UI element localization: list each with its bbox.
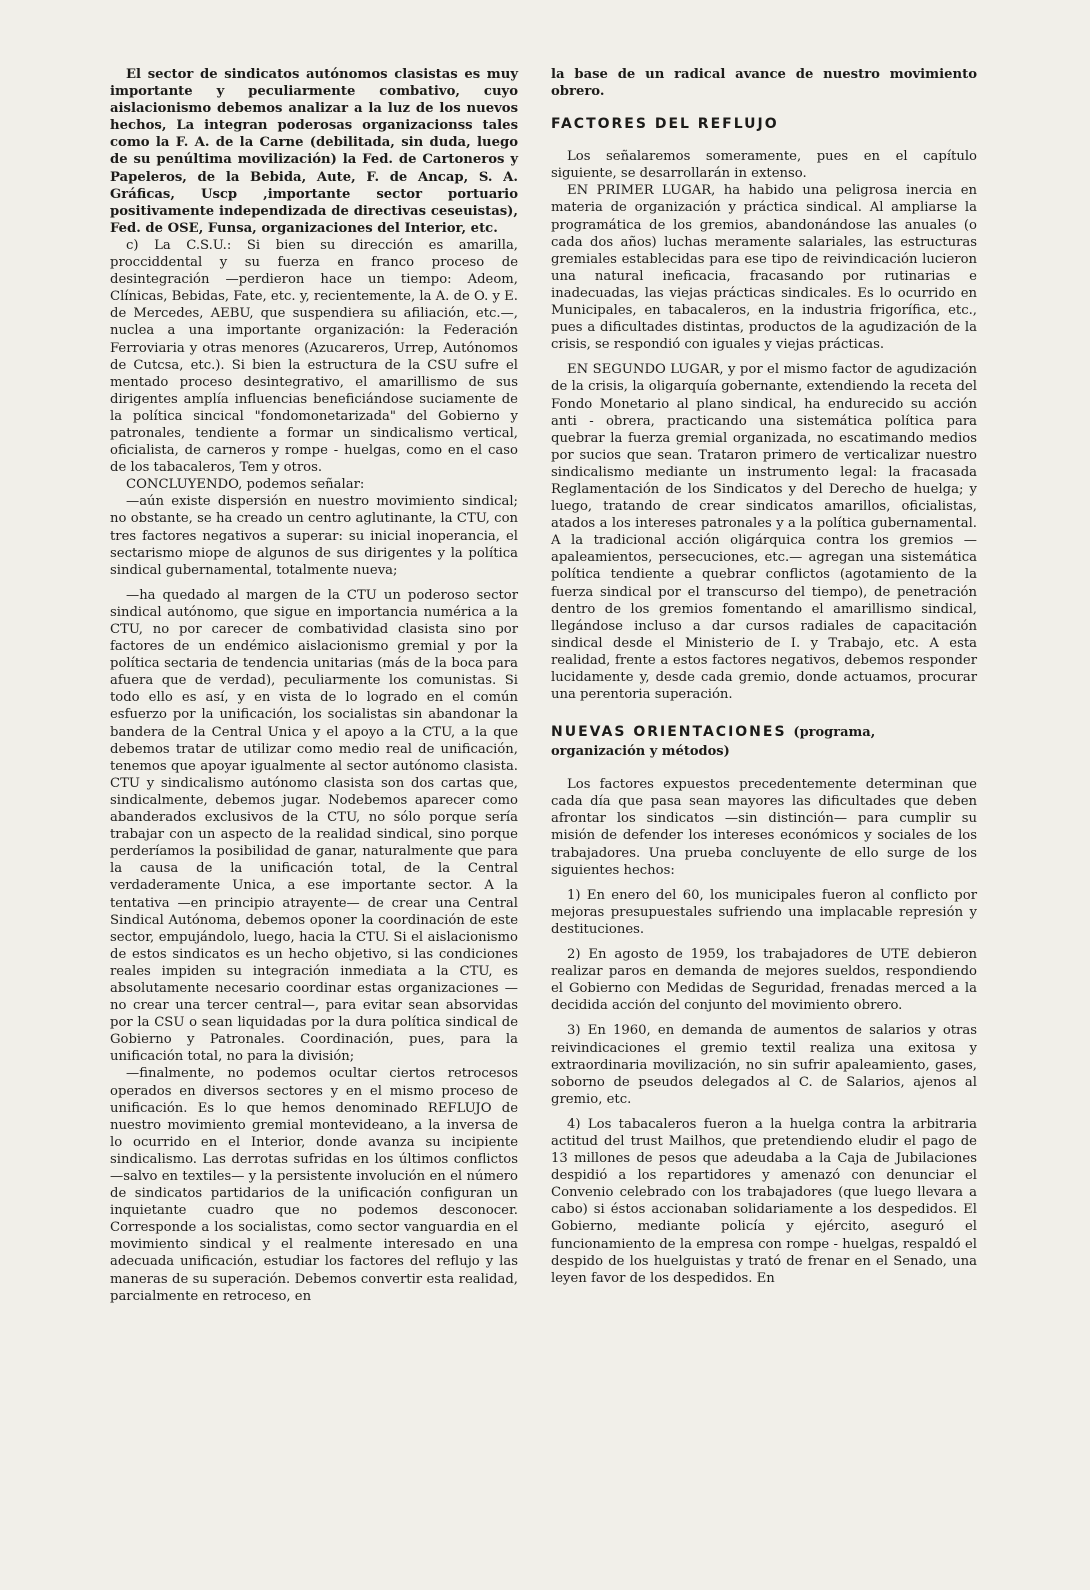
heading-subtitle: (programa,: [793, 725, 876, 741]
right-column: [551, 66, 977, 1287]
section-heading: [551, 723, 977, 761]
left-column: [110, 66, 518, 1305]
paragraph: Los señalaremos someramente, pues en el capítulo siguiente, se desarrollarán in extenso.: [551, 149, 977, 182]
section-heading: FACTORES DEL REFLUJO: [551, 116, 779, 133]
list-item: 1) En enero del 60, los municipales fueron al conflicto por mejoras presupuestales sufriendo una implacable represión y destituciones.: [551, 887, 977, 937]
heading-main: NUEVAS ORIENTACIONES: [551, 724, 787, 741]
paragraph: —ha quedado al margen de la CTU un poderoso sector sindical autónomo, que sigue en importancia numérica a la CTU, no por carecer de combatividad clasista sino por factores de un endémico aislacionismo gremial y por la política sectaria de tendencia unitarias (más de la boca para afuera que de verdad), peculiarmente los comunistas. Si todo ello es así, y en vista de lo logrado en el común esfuerzo por la unificación, los socialistas sin abandonar la bandera de la Central Unica y el apoyo a la CTU, a la que debemos tratar de utilizar como medio real de unificación, tenemos que apoyar igualmente al sector autónomo clasista. CTU y sindicalismo autónomo clasista son dos cartas que, sindicalmente, debemos jugar. Nodebemos aparecer como abanderados exclusivos de la CTU, no sólo porque sería trabajar con un aspecto de la realidad sindical, sino porque perderíamos la posibilidad de ganar, naturalmente que para la causa de la unificación total, de la Central verdaderamente Unica, a ese importante sector. A la tentativa —en principio atrayente— de crear una Central Sindical Autónoma, debemos oponer la coordinación de este sector, empujándolo, luego, hacia la CTU. Si el aislacionismo de estos sindicatos es un hecho objetivo, si las condiciones reales impiden su integración inmediata a la CTU, es absolutamente necesario coordinar estas organizaciones —no crear una tercer central—, para evitar sean absorvidas por la CSU o sean liquidadas por la dura política sindical de Gobierno y Patronales. Coordinación, pues, para la unificación total, no para la división;: [110, 587, 518, 1065]
paragraph: EN PRIMER LUGAR, ha habido una peligrosa inercia en materia de organización y práctica sindical. Al ampliarse la programática de los gremios, abandonándose las anuales (o cada dos años) luchas meramente salariales, las estructuras gremiales establecidas para ese tipo de reivindicación lucieron una natural ineficacia, fracasando por rutinarias e inadecuadas, las viejas prácticas sindicales. Es lo ocurrido en Municipales, en tabacaleros, en la industria frigorífica, etc., pues a dificultades distintas, productos de la agudización de la crisis, se respondió con iguales y viejas prácticas.: [551, 183, 977, 353]
list-item: 4) Los tabacaleros fueron a la huelga contra la arbitraria actitud del trust Mailhos, que pretendiendo eludir el pago de 13 millones de pesos que adeudaba a la Caja de Jubilaciones despidió a los repartidores y amenazó con denunciar el Convenio celebrado con los trabajadores (que luego llevara a cabo) si éstos accionaban solidariamente a los despedidos. El Gobierno, mediante policía y ejército, aseguró el funcionamiento de la empresa con rompe - huelgas, respaldó el despido de los huelguistas y trató de frenar en el Senado, una leyen favor de los despedidos. En: [551, 1116, 977, 1286]
paragraph: CONCLUYENDO, podemos señalar:: [126, 477, 365, 493]
paragraph: Los factores expuestos precedentemente determinan que cada día que pasa sean mayores las dificultades que deben afrontar los sindicatos —sin distinción— para cumplir su misión de defender los intereses económicos y sociales de los trabajadores. Una prueba concluyente de ello surge de los siguientes hechos:: [551, 777, 977, 878]
list-item: 3) En 1960, en demanda de aumentos de salarios y otras reivindicaciones el gremio textil realiza una exitosa y extraordinaria movilización, no sin sufrir apaleamiento, gases, soborno de pseudos delegados al C. de Salarios, ajenos al gremio, etc.: [551, 1023, 977, 1107]
paragraph: EN SEGUNDO LUGAR, y por el mismo factor de agudización de la crisis, la oligarquía gobernante, extendiendo la receta del Fondo Monetario al plano sindical, ha endurecido su acción anti - obrera, practicando una sistemática política para quebrar la fuerza gremial organizada, no escatimando medios por sucios que sean. Trataron primero de verticalizar nuestro sindicalismo mediante un instrumento legal: la fracasada Reglamentación de los Sindicatos y del Derecho de huelga; y luego, tratando de crear sindicatos amarillos, oficialistas, atados a los intereses patronales y a la política gubernamental. A la tradicional acción oligárquica contra los gremios —apaleamientos, persecuciones, etc.— agregan una sistemática política tendiente a quebrar conflictos (agotamiento de la fuerza sindical por el transcurso del tiempo), de penetración dentro de los gremios fomentando el amarillismo sindical, llegándose incluso a dar cursos radiales de capacitación sindical desde el Ministerio de I. y Trabajo, etc. A esta realidad, frente a estos factores negativos, debemos responder lucidamente y, desde cada gremio, donde actuamos, procurar una perentoria superación.: [551, 362, 977, 703]
list-item: 2) En agosto de 1959, los trabajadores de UTE debieron realizar paros en demanda de mejores sueldos, respondiendo el Gobierno con Medidas de Seguridad, frenadas merced a la decidida acción del conjunto del movimiento obrero.: [551, 947, 977, 1014]
paragraph: la base de un radical avance de nuestro movimiento obrero.: [551, 67, 977, 100]
paragraph: c) La C.S.U.: Si bien su dirección es amarilla, procciddental y su fuerza en franco proceso de desintegración —perdieron hace un tiempo: Adeom, Clínicas, Bebidas, Fate, etc. y, recientemente, la A. de O. y E. de Mercedes, AEBU, que suspendiera su afiliación, etc.—, nuclea a una importante organización: la Federación Ferroviaria y otras menores (Azucareros, Urrep, Autónomos de Cutcsa, etc.). Si bien la estructura de la CSU sufre el mentado proceso desintegrativo, el amarillismo de sus dirigentes amplía influencias beneficiándose suciamente de la política sincical "fondomonetarizada" del Gobierno y patronales, tendiente a formar un sindicalismo vertical, oficialista, de carneros y rompe - huelgas, como en el caso de los tabacaleros, Tem y otros.: [110, 237, 518, 476]
paragraph: —finalmente, no podemos ocultar ciertos retrocesos operados en diversos sectores y en el mismo proceso de unificación. Es lo que hemos denominado REFLUJO de nuestro movimiento gremial montevideano, a la inversa de lo ocurrido en el Interior, donde avanza su incipiente sindicalismo. Las derrotas sufridas en los últimos conflictos —salvo en textiles— y la persistente involución en el número de sindicatos partidarios de la unificación configuran un inquietante cuadro que no podemos desconocer. Corresponde a los socialistas, como sector vanguardia en el movimiento sindical y el realmente interesado en una adecuada unificación, estudiar los factores del reflujo y las maneras de su superación. Debemos convertir esta realidad, parcialmente en retroceso, en: [110, 1066, 518, 1304]
paragraph: —aún existe dispersión en nuestro movimiento sindical; no obstante, se ha creado un centro aglutinante, la CTU, con tres factores negativos a superar: su inicial inoperancia, el sectarismo miope de algunos de sus dirigentes y la política sindical gubernamental, totalmente nueva;: [110, 494, 518, 578]
heading-subtitle: organización y métodos): [551, 744, 730, 760]
paragraph: El sector de sindicatos autónomos clasistas es muy importante y peculiarmente combativo, cuyo aislacionismo debemos analizar a la luz de los nuevos hechos, La integran poderosas organizacionss tales como la F. A. de la Carne (debilitada, sin duda, luego de su penúltima movilización) la Fed. de Cartoneros y Papeleros, de la Bebida, Aute, F. de Ancap, S. A. Gráficas, Uscp ,importante sector portuario positivamente independizada de directivas ceseuistas), Fed. de OSE, Funsa, organizaciones del Interior, etc.: [110, 67, 518, 236]
